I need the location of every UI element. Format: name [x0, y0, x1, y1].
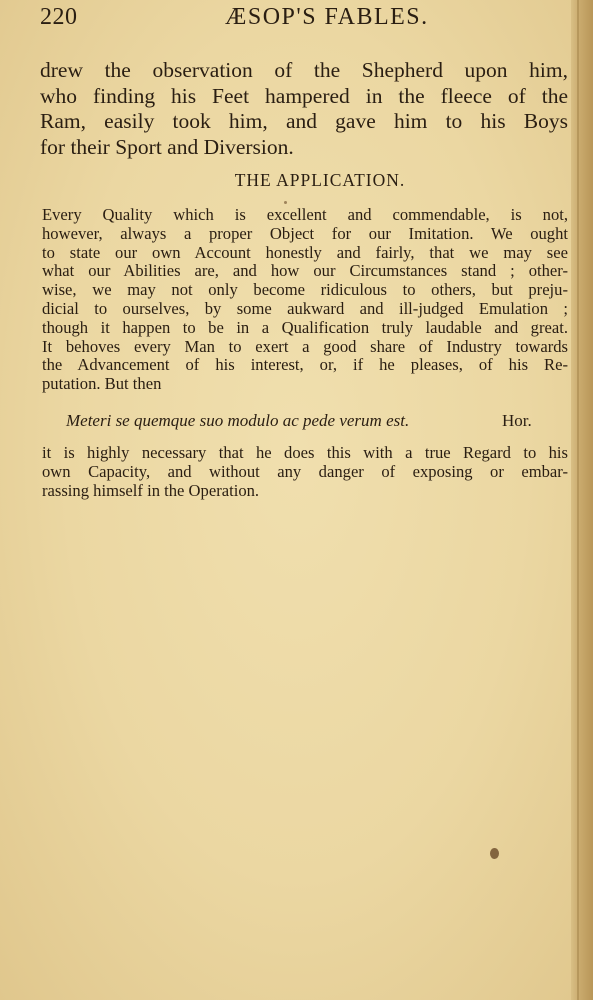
- text-line: Ram, easily took him, and gave him to his Boys: [40, 109, 568, 133]
- text-line: the Advancement of his interest, or, if he pleases, of his Re-: [42, 355, 568, 375]
- text-line: it is highly necessary that he does this with a true Regard to his: [42, 443, 568, 462]
- text-line: It behoves every Man to exert a good share of Industry towards: [42, 336, 568, 356]
- page-gutter: [571, 0, 593, 1000]
- binding-edge: [577, 0, 579, 1000]
- page-number: 220: [40, 4, 78, 30]
- fable-ending-paragraph: [40, 58, 568, 160]
- text-line: rassing himself in the Operation.: [42, 480, 260, 500]
- book-title: ÆSOP'S FABLES.: [225, 4, 429, 30]
- ink-blot: [490, 848, 499, 859]
- text-line: wise, we may not only become ridiculous to others, but preju-: [42, 280, 568, 300]
- running-head: [40, 4, 570, 38]
- text-line: to state our own Account honestly and fairly, that we may see: [42, 242, 568, 262]
- ink-speck: [284, 201, 287, 204]
- text-line: for their Sport and Diversion.: [40, 134, 294, 159]
- application-heading: THE APPLICATION.: [234, 170, 406, 190]
- quotation-text: Meteri se quemque suo modulo ac pede verum est.: [66, 411, 410, 430]
- quotation-author: Hor.: [502, 411, 532, 430]
- text-line: putation. But then: [42, 374, 162, 394]
- latin-quotation: [66, 411, 566, 431]
- text-line: what our Abilities are, and how our Circumstances stand ; other-: [42, 261, 568, 281]
- text-line: dicial to ourselves, by some aukward and ill-judged Emulation ;: [42, 298, 568, 318]
- text-line: however, always a proper Object for our Imitation. We ought: [42, 223, 568, 243]
- application-paragraph: [42, 206, 568, 394]
- text-line: who finding his Feet hampered in the fleece of the: [40, 83, 568, 108]
- continuation-paragraph: [42, 444, 568, 500]
- text-line: though it happen to be in a Qualification truly laudable and great.: [42, 317, 568, 337]
- text-line: drew the observation of the Shepherd upon him,: [40, 58, 568, 82]
- text-line: Every Quality which is excellent and commendable, is not,: [42, 205, 568, 224]
- text-line: own Capacity, and without any danger of exposing or embar-: [42, 461, 568, 481]
